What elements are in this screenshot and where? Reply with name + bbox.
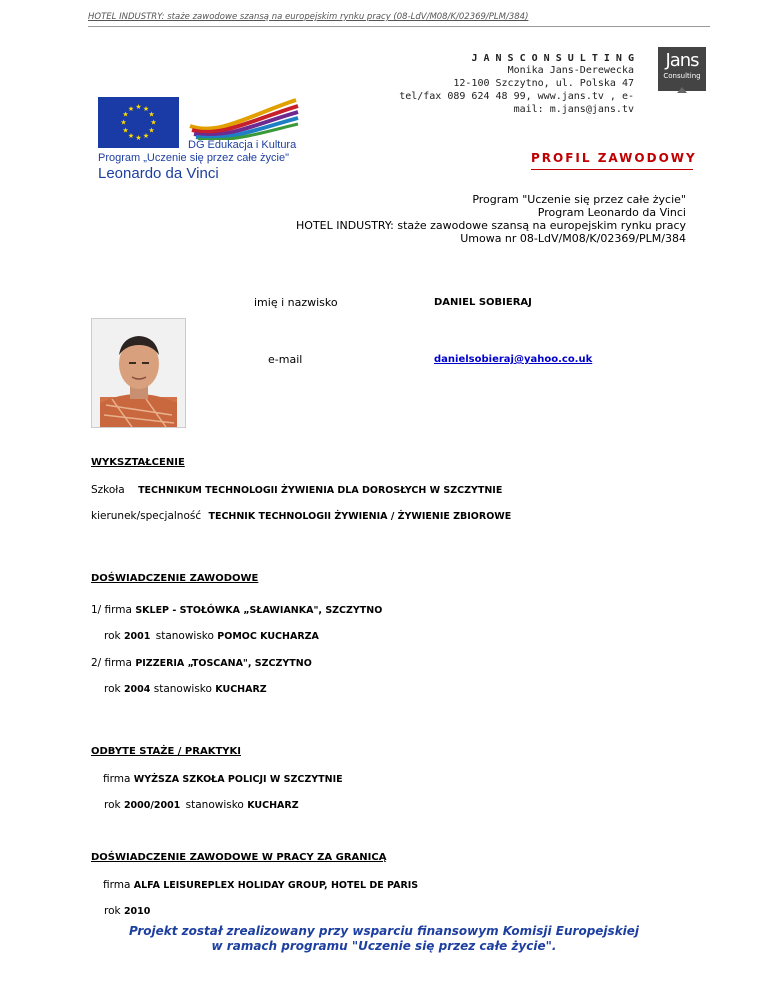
person-name: DANIEL SOBIERAJ	[434, 297, 532, 308]
email-label: e-mail	[268, 353, 303, 366]
year-label: rok	[104, 905, 121, 917]
contact-line-4: mail: m.jans@jans.tv	[513, 104, 634, 115]
svg-text:★: ★	[127, 132, 135, 140]
experience-heading: DOŚWIADCZENIE ZAWODOWE	[91, 573, 259, 584]
program-info-2: Program Leonardo da Vinci	[537, 206, 686, 219]
program-info-3: HOTEL INDUSTRY: staże zawodowe szansą na europejskim rynku pracy	[296, 219, 686, 232]
contact-line-1: Monika Jans-Derewecka	[507, 65, 634, 76]
firm-value: ALFA LEISUREPLEX HOLIDAY GROUP, HOTEL DE PARIS	[133, 880, 419, 891]
year-label: rok	[104, 683, 121, 695]
leonardo-label: Leonardo da Vinci	[98, 165, 219, 182]
program-info-1: Program "Uczenie się przez całe życie"	[472, 193, 686, 206]
internship-firm-row	[103, 773, 343, 785]
year-label: rok	[104, 799, 121, 811]
year-value: 2001	[123, 631, 151, 642]
abroad-heading: DOŚWIADCZENIE ZAWODOWE W PRACY ZA GRANICĄ	[91, 852, 387, 863]
firm-value: WYŻSZA SZKOŁA POLICJI W SZCZYTNIE	[133, 774, 343, 785]
year-label: rok	[104, 630, 121, 642]
experience-entry-1-details	[104, 630, 319, 642]
svg-text:★: ★	[120, 118, 127, 127]
name-label: imię i nazwisko	[254, 296, 338, 309]
svg-text:★: ★	[142, 132, 150, 140]
svg-text:★: ★	[142, 105, 150, 113]
svg-text:★: ★	[150, 118, 157, 127]
abroad-firm-row	[103, 879, 418, 891]
field-label: kierunek/specjalność	[91, 510, 202, 522]
svg-text:★: ★	[148, 126, 155, 135]
position-label: stanowisko	[155, 630, 214, 642]
field-value: TECHNIK TECHNOLOGII ŻYWIENIA / ŻYWIENIE ZBIOROWE	[208, 511, 512, 522]
svg-text:★: ★	[148, 110, 155, 119]
internships-heading: ODBYTE STAŻE / PRAKTYKI	[91, 746, 241, 757]
year-value: 2010	[123, 906, 151, 917]
page-title: PROFIL ZAWODOWY	[531, 151, 697, 165]
contact-line-2: 12-100 Szczytno, ul. Polska 47	[453, 78, 634, 89]
jans-consulting-logo	[658, 47, 706, 91]
year-value: 2000/2001	[123, 800, 181, 811]
email-link[interactable]: danielsobieraj@yahoo.co.uk	[434, 354, 593, 365]
entry-prefix: 2/ firma	[91, 657, 132, 669]
position-value: KUCHARZ	[215, 684, 267, 695]
firm-label: firma	[103, 879, 131, 891]
entry-company: PIZZERIA „TOSCANA", SZCZYTNO	[135, 658, 312, 669]
footer-line-2: w ramach programu "Uczenie się przez całe życie".	[211, 939, 557, 953]
firm-label: firma	[103, 773, 131, 785]
internship-details-row	[104, 799, 299, 811]
svg-text:★: ★	[135, 103, 142, 111]
position-value: POMOC KUCHARZA	[217, 631, 319, 642]
entry-prefix: 1/ firma	[91, 604, 132, 616]
education-heading: WYKSZTAŁCENIE	[91, 457, 185, 468]
program-label: Program „Uczenie się przez całe życie"	[98, 152, 289, 164]
school-value: TECHNIKUM TECHNOLOGII ŻYWIENIA DLA DOROSŁYCH W SZCZYTNIE	[138, 485, 503, 496]
logo-triangle-icon	[677, 87, 687, 93]
position-value: KUCHARZ	[247, 800, 299, 811]
svg-text:★: ★	[127, 105, 135, 113]
company-name: J A N S C O N S U L T I N G	[471, 53, 634, 64]
program-info-4: Umowa nr 08-LdV/M08/K/02369/PLM/384	[460, 232, 686, 245]
profile-photo	[91, 318, 186, 428]
svg-text:★: ★	[122, 126, 129, 135]
school-label: Szkoła	[91, 484, 125, 496]
header-rule	[88, 26, 710, 27]
position-label: stanowisko	[153, 683, 212, 695]
experience-entry-2	[91, 657, 312, 669]
field-row	[91, 510, 511, 522]
logo-text: Jans	[665, 50, 699, 71]
running-header: HOTEL INDUSTRY: staże zawodowe szansą na europejskim rynku pracy (08-LdV/M08/K/02369/PLM/384)	[88, 12, 529, 22]
experience-entry-2-details	[104, 683, 267, 695]
svg-text:★: ★	[122, 110, 129, 119]
title-underline	[531, 169, 693, 170]
experience-entry-1	[91, 604, 382, 616]
position-label: stanowisko	[185, 799, 244, 811]
dg-label: DG Edukacja i Kultura	[188, 139, 297, 151]
footer-line-1: Projekt został zrealizowany przy wsparciu finansowym Komisji Europejskiej	[128, 924, 640, 938]
eu-flag-icon	[98, 97, 179, 148]
year-value: 2004	[123, 684, 151, 695]
logo-subtext: Consulting	[663, 72, 701, 80]
leonardo-swoosh-icon	[188, 96, 300, 140]
abroad-details-row	[104, 905, 150, 917]
svg-text:★: ★	[135, 134, 142, 142]
contact-line-3: tel/fax 089 624 48 99, www.jans.tv , e-	[399, 91, 634, 102]
entry-company: SKLEP - STOŁÓWKA „SŁAWIANKA", SZCZYTNO	[135, 605, 383, 616]
school-row	[91, 484, 502, 496]
